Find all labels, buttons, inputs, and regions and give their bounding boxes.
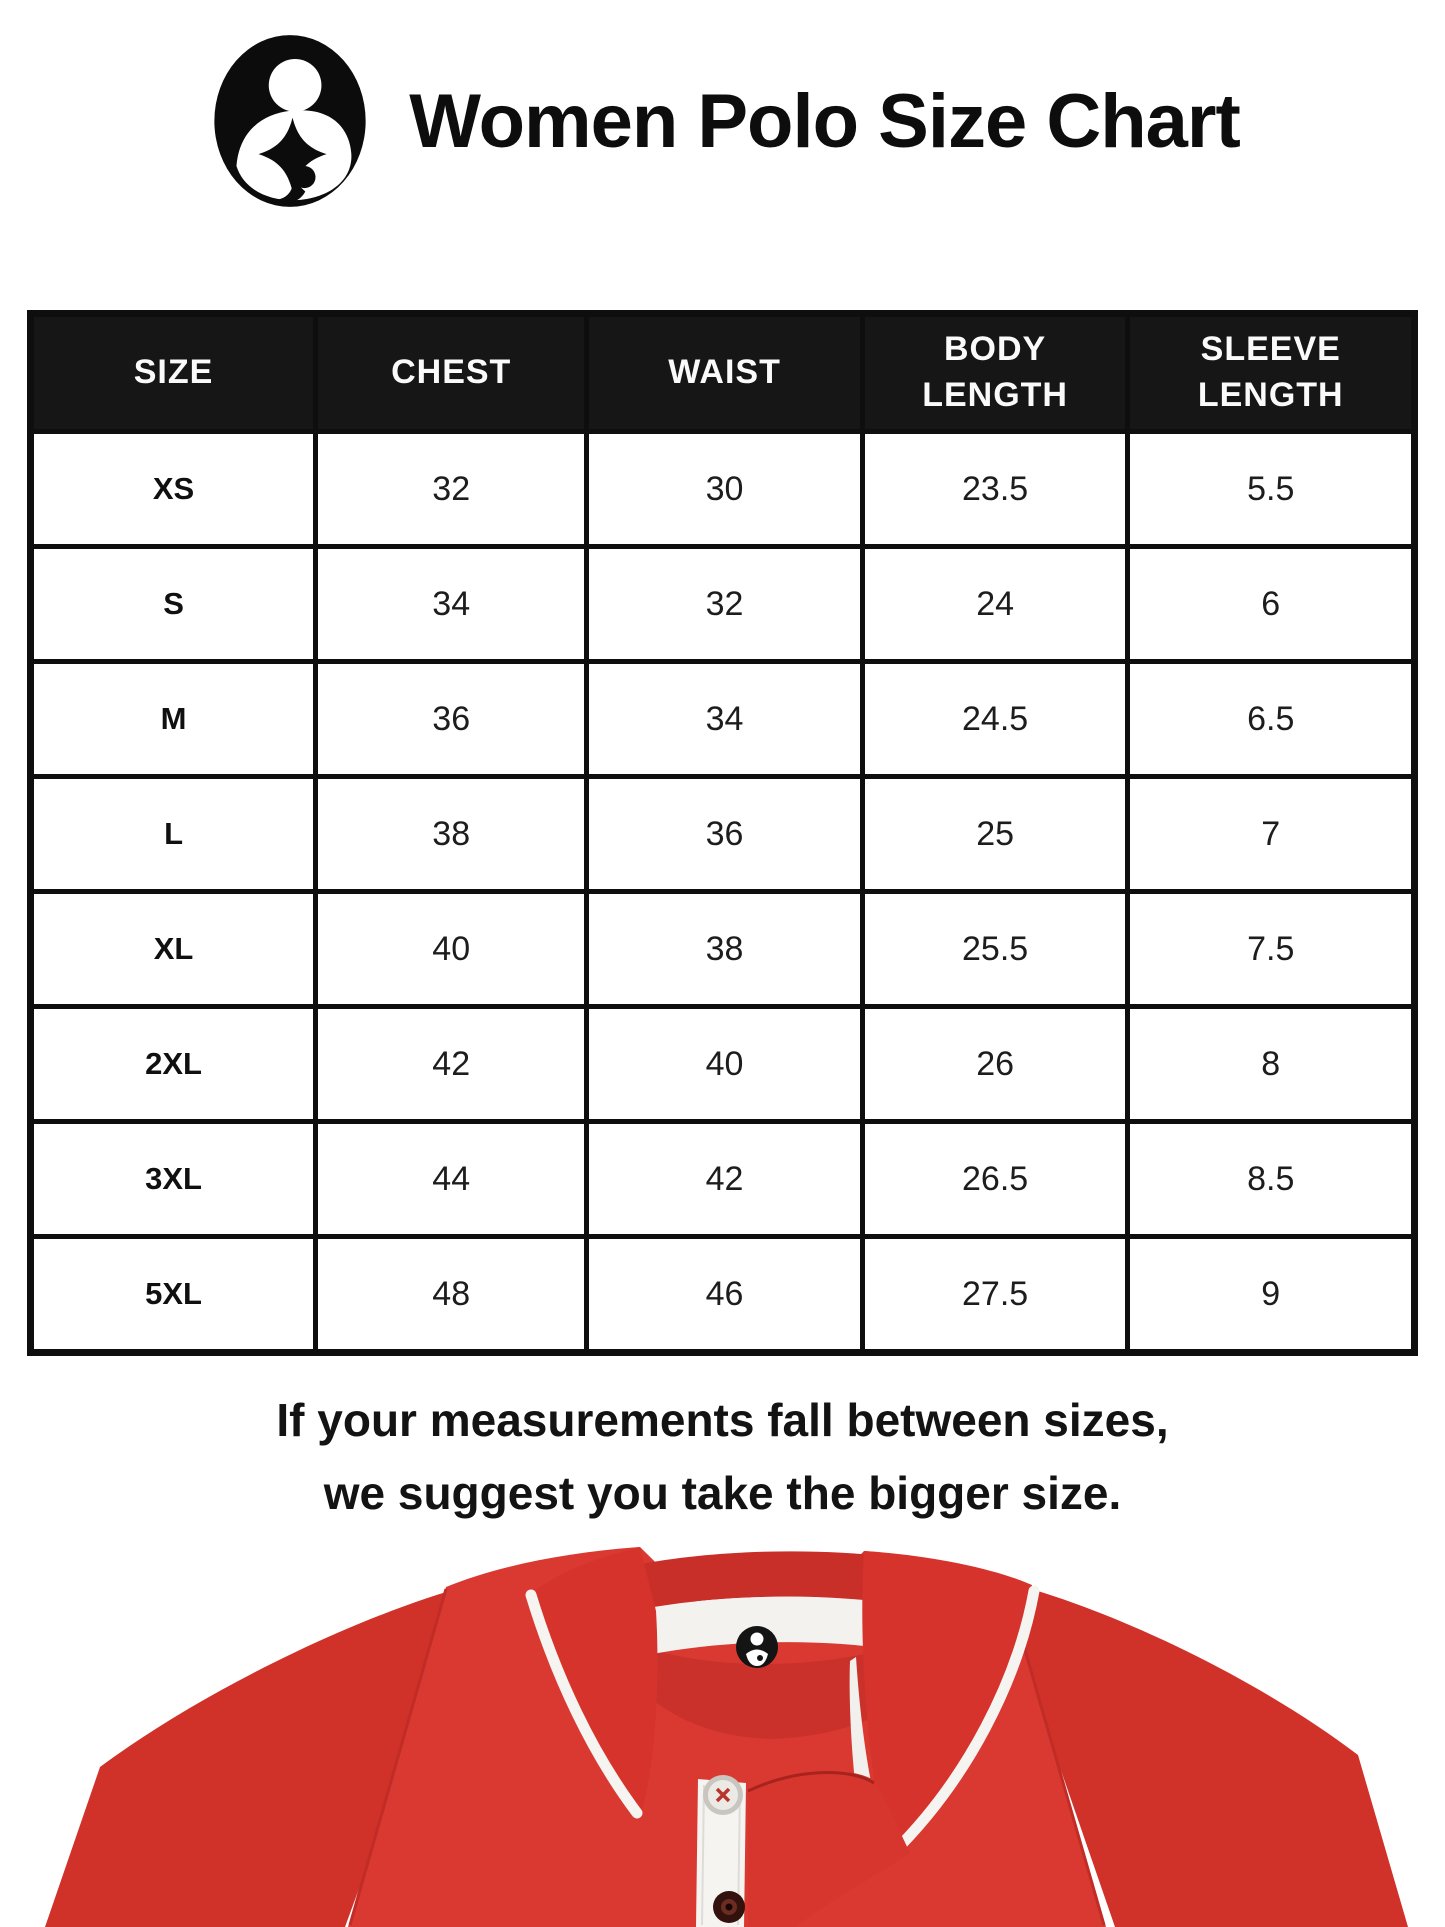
chest-cell: 32 xyxy=(316,432,587,547)
size-cell: L xyxy=(31,777,316,892)
bottom-button xyxy=(713,1891,745,1923)
size-chart-table xyxy=(27,310,1418,1356)
chest-cell: 38 xyxy=(316,777,587,892)
chest-cell: 42 xyxy=(316,1007,587,1122)
table-row xyxy=(31,662,1415,777)
waist-cell: 46 xyxy=(587,1237,862,1353)
sizing-note xyxy=(0,1384,1445,1529)
size-cell: 3XL xyxy=(31,1122,316,1237)
sleeve-length-cell: 5.5 xyxy=(1128,432,1415,547)
col-header-chest: CHEST xyxy=(316,314,587,432)
sleeve-length-cell: 7 xyxy=(1128,777,1415,892)
top-button xyxy=(703,1775,743,1815)
brand-logo-icon xyxy=(205,31,375,211)
sleeve-length-cell: 6 xyxy=(1128,547,1415,662)
chest-cell: 48 xyxy=(316,1237,587,1353)
page-header xyxy=(0,0,1445,216)
size-cell: S xyxy=(31,547,316,662)
body-length-cell: 24 xyxy=(862,547,1128,662)
body-length-cell: 26 xyxy=(862,1007,1128,1122)
polo-shirt-photo xyxy=(0,1527,1445,1927)
table-row xyxy=(31,547,1415,662)
body-length-cell: 23.5 xyxy=(862,432,1128,547)
chest-cell: 34 xyxy=(316,547,587,662)
col-header-body-length: BODY LENGTH xyxy=(862,314,1128,432)
collar-logo-tag-icon xyxy=(736,1626,778,1668)
col-header-waist: WAIST xyxy=(587,314,862,432)
chest-cell: 36 xyxy=(316,662,587,777)
page-title: Women Polo Size Chart xyxy=(409,78,1240,164)
size-cell: XS xyxy=(31,432,316,547)
body-length-cell: 27.5 xyxy=(862,1237,1128,1353)
body-length-cell: 25 xyxy=(862,777,1128,892)
size-cell: 5XL xyxy=(31,1237,316,1353)
waist-cell: 42 xyxy=(587,1122,862,1237)
col-header-sleeve-length: SLEEVE LENGTH xyxy=(1128,314,1415,432)
waist-cell: 32 xyxy=(587,547,862,662)
sleeve-length-cell: 7.5 xyxy=(1128,892,1415,1007)
body-length-cell: 25.5 xyxy=(862,892,1128,1007)
waist-cell: 38 xyxy=(587,892,862,1007)
table-row xyxy=(31,1007,1415,1122)
sizing-note-line2: we suggest you take the bigger size. xyxy=(323,1466,1122,1519)
sleeve-length-cell: 9 xyxy=(1128,1237,1415,1353)
body-length-cell: 24.5 xyxy=(862,662,1128,777)
logo-head xyxy=(269,59,322,112)
sleeve-length-cell: 6.5 xyxy=(1128,662,1415,777)
body-length-cell: 26.5 xyxy=(862,1122,1128,1237)
waist-cell: 36 xyxy=(587,777,862,892)
table-row xyxy=(31,777,1415,892)
table-row xyxy=(31,1237,1415,1353)
sleeve-length-cell: 8 xyxy=(1128,1007,1415,1122)
table-row xyxy=(31,892,1415,1007)
waist-cell: 30 xyxy=(587,432,862,547)
waist-cell: 40 xyxy=(587,1007,862,1122)
chest-cell: 40 xyxy=(316,892,587,1007)
size-cell: XL xyxy=(31,892,316,1007)
table-row xyxy=(31,1122,1415,1237)
col-header-size: SIZE xyxy=(31,314,316,432)
chest-cell: 44 xyxy=(316,1122,587,1237)
sizing-note-line1: If your measurements fall between sizes, xyxy=(276,1394,1169,1446)
size-cell: 2XL xyxy=(31,1007,316,1122)
sleeve-length-cell: 8.5 xyxy=(1128,1122,1415,1237)
waist-cell: 34 xyxy=(587,662,862,777)
table-row xyxy=(31,432,1415,547)
table-header-row xyxy=(31,314,1415,432)
size-cell: M xyxy=(31,662,316,777)
